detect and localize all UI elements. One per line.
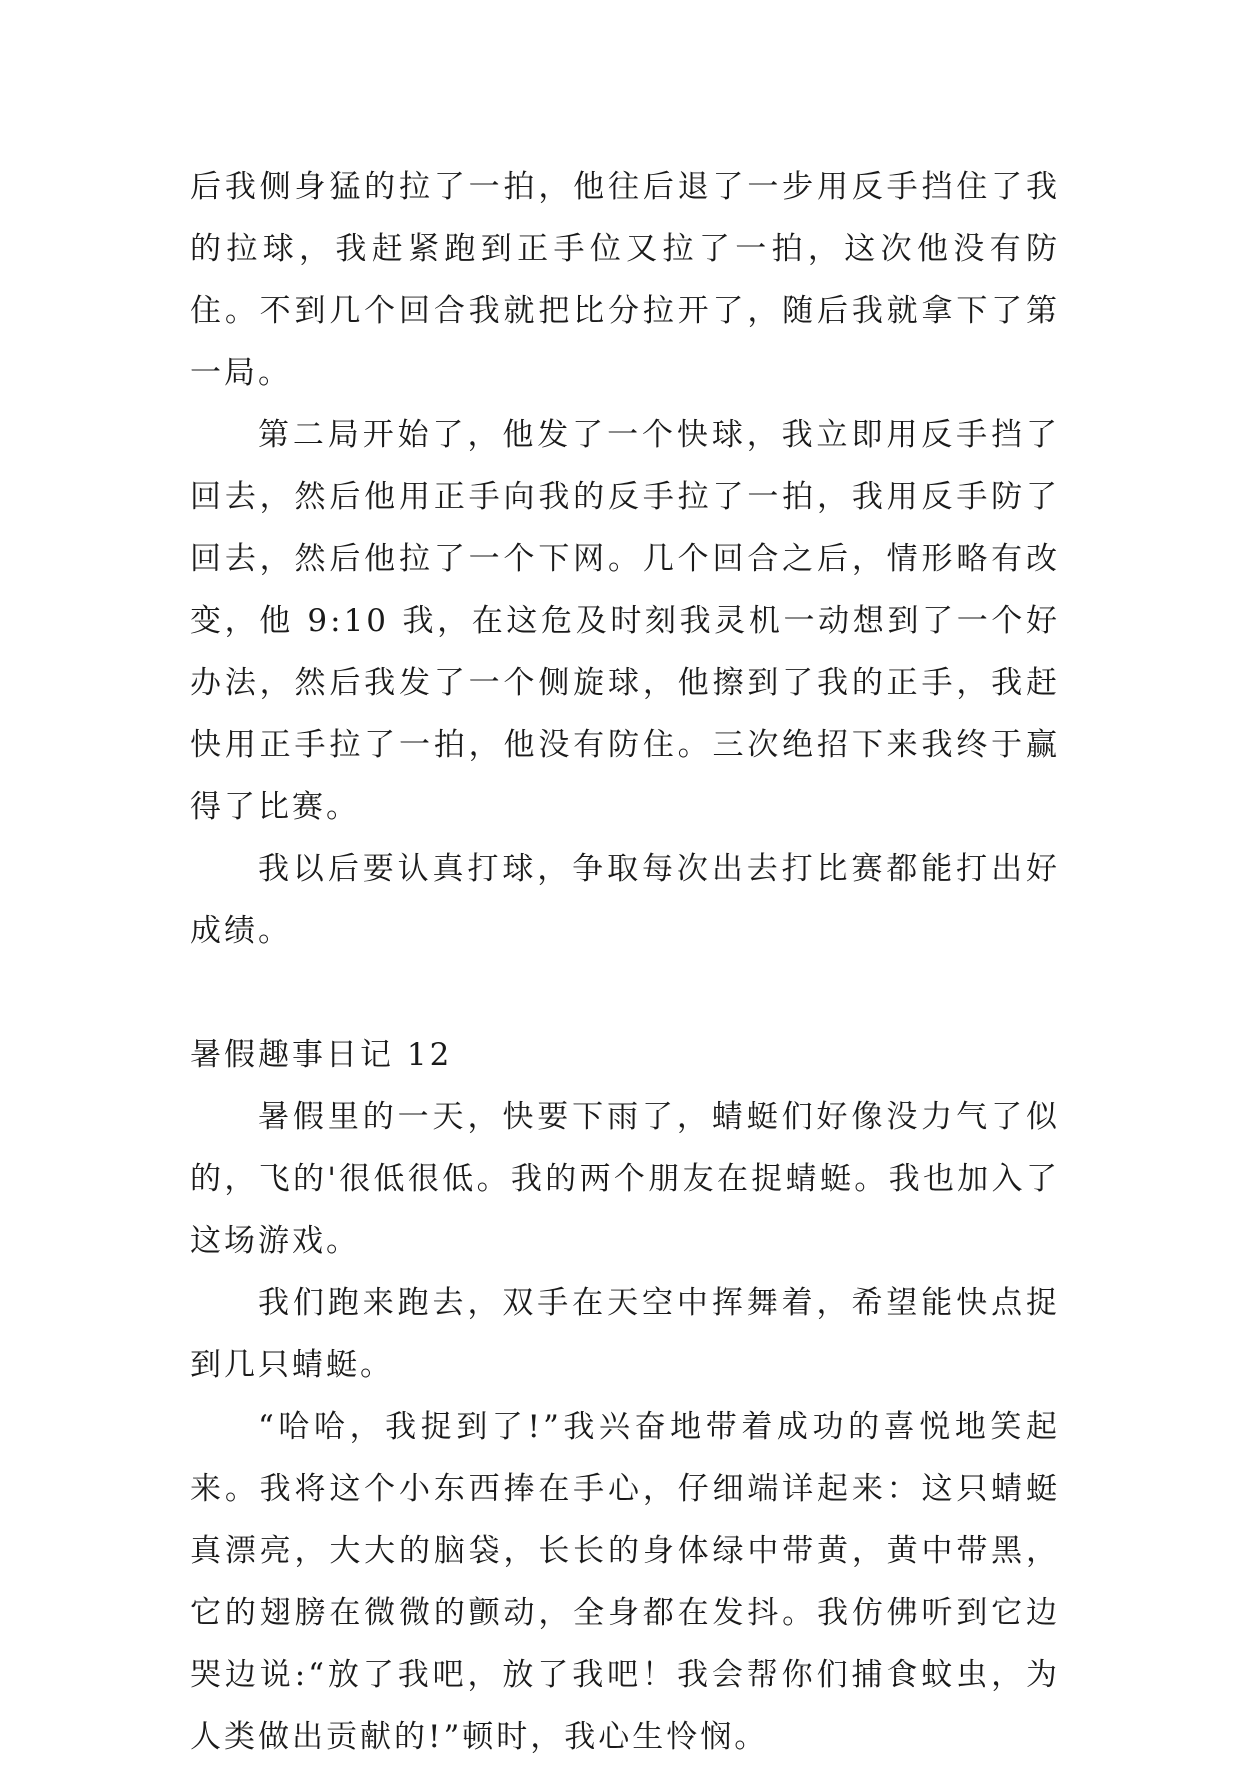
paragraph-caught: “哈哈，我捉到了!”我兴奋地带着成功的喜悦地笑起来。我将这个小东西捧在手心，仔细端详起来：这只蜻蜓真漂亮，大大的脑袋，长长的身体绿中带黄，黄中带黑，它的翅膀在微微的颤动，全身都在发抖。我仿佛听到它边哭边说:“放了我吧，放了我吧！我会帮你们捕食蚊虫，为人类做出贡献的!”顿时，我心生怜悯。 [190, 1409, 1060, 1755]
paragraph-continuation: 后我侧身猛的拉了一拍，他往后退了一步用反手挡住了我的拉球，我赶紧跑到正手位又拉了一拍，这次他没有防住。不到几个回合我就把比分拉开了，随后我就拿下了第一局。 [190, 169, 1060, 391]
paragraph-second-game: 第二局开始了，他发了一个快球，我立即用反手挡了回去，然后他用正手向我的反手拉了一拍，我用反手防了回去，然后他拉了一个下网。几个回合之后，情形略有改变，他 9:10 我，在这危及时刻我灵机一动想到了一个好办法，然后我发了一个侧旋球，他擦到了我的正手，我赶快用正手拉了一拍，他没有防住。三次绝招下来我终于赢得了比赛。 [190, 417, 1060, 825]
paragraph-running: 我们跑来跑去，双手在天空中挥舞着，希望能快点捉到几只蜻蜓。 [190, 1285, 1060, 1383]
diary-title: 暑假趣事日记 12 [190, 1037, 453, 1073]
paragraph-conclusion: 我以后要认真打球，争取每次出去打比赛都能打出好成绩。 [190, 851, 1060, 949]
paragraph-dragonflies: 暑假里的一天，快要下雨了，蜻蜓们好像没力气了似的，飞的'很低很低。我的两个朋友在捉蜻蜓。我也加入了这场游戏。 [190, 1099, 1060, 1259]
document-body [190, 156, 1060, 1768]
